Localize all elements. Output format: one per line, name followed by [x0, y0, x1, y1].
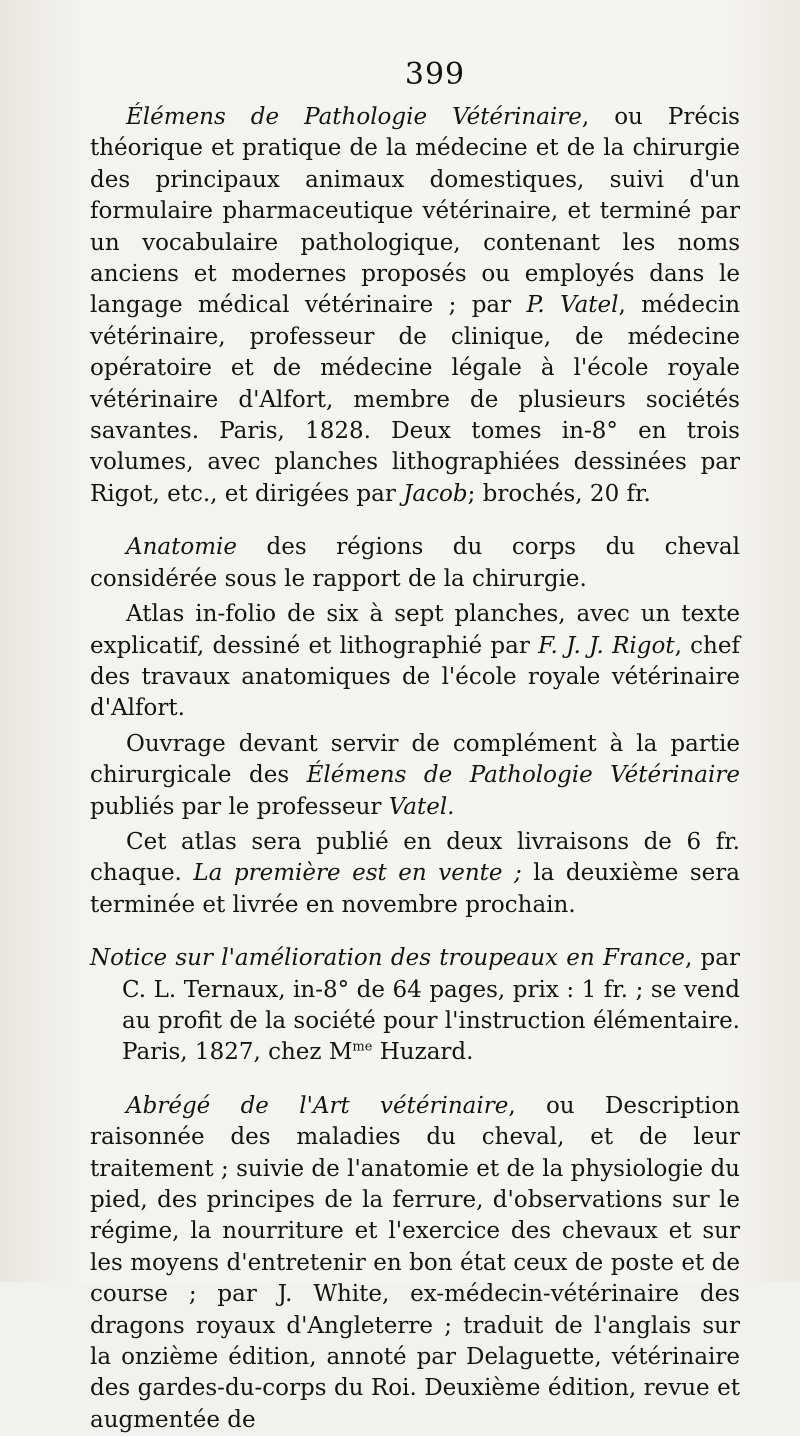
entry-notice-title: Notice sur l'amélioration des troupeaux en France: [90, 945, 685, 972]
entry-abrege-paragraph: [90, 1091, 740, 1436]
entry-anatomie-ouvrage-text3: .: [447, 793, 455, 820]
entry-elemens-text1: , ou Précis théorique et pratique de la médecine et de la chirurgie des principaux animaux domestiques, suivi d'un formulaire pharmaceutique vétérinaire, et terminé par un vocabulaire pathologique, contenant les noms anciens et modernes proposés ou employés dans le langage médical vétérinaire ; par: [90, 104, 740, 319]
entry-anatomie: [90, 532, 740, 921]
entry-anatomie-atlas-text: Atlas in-folio de six à sept planches, avec un texte explicatif, dessiné et lithographié par: [90, 601, 740, 659]
entry-anatomie-text1: des régions du corps du cheval considérée sous le rapport de la chirurgie.: [90, 534, 740, 592]
entry-anatomie-sale-text1: Cet atlas sera publié en deux livraisons de 6 fr. chaque.: [90, 828, 740, 887]
entry-anatomie-atlas: [90, 599, 740, 725]
entry-elemens: [90, 102, 740, 510]
entry-anatomie-atlas-text2: , chef des travaux anatomiques de l'école royale vétérinaire d'Alfort.: [90, 632, 740, 722]
entry-notice: [90, 943, 740, 1069]
entry-anatomie-ouvrage: [90, 729, 740, 823]
entry-anatomie-ouvrage-title: Élémens de Pathologie Vétérinaire: [306, 762, 740, 789]
entry-anatomie-heading: [90, 532, 740, 595]
entry-elemens-director: Jacob: [403, 480, 468, 507]
entry-anatomie-ouvrage-text1: Ouvrage devant servir de complément à la partie chirurgicale des: [90, 730, 740, 789]
entry-anatomie-ouvrage-author: Vatel: [388, 793, 448, 820]
entry-anatomie-sale-text2: la deuxième sera terminée et livrée en novembre prochain.: [90, 860, 740, 918]
page-number: 399: [404, 57, 466, 92]
entry-notice-text1: , par C. L. Ternaux, in-8° de 64 pages, prix : 1 fr. ; se vend au profit de la société pour l'instruction élémentaire. Paris, 1827, chez M: [122, 945, 740, 1066]
entry-anatomie-sale-italic: La première est en vente ;: [193, 860, 522, 887]
entry-anatomie-sale: [90, 827, 740, 921]
entry-abrege-text1: , ou Description raisonnée des maladies du cheval, et de leur traitement ; suivie de l'anatomie et de la physiologie du pied, des principes de la ferrure, d'observations sur le régime, la nourriture et l'exercice des chevaux et sur les moyens d'entretenir en bon état ceux de poste et de course ; par J. White, ex-médecin-vétérinaire des dragons royaux d'Angleterre ; traduit de l'anglais sur la onzième édition, annoté par Delaguette, vétérinaire des gardes-du-corps du Roi. Deuxième édition, revue et augmentée de: [90, 1092, 740, 1433]
entry-notice-sup: me: [352, 1039, 373, 1055]
entry-abrege-title: Abrégé de l'Art vétérinaire: [126, 1092, 509, 1119]
entry-abrege: [90, 1091, 740, 1436]
entry-notice-paragraph: [90, 943, 740, 1069]
entry-notice-text2: Huzard.: [372, 1039, 474, 1066]
entry-elemens-text2: , médecin vétérinaire, professeur de clinique, de médecine opératoire et de médecine légale à l'école royale vétérinaire d'Alfort, membre de plusieurs sociétés savantes. Paris, 1828. Deux tomes in-8° en trois volumes, avec planches lithographiées dessinées par Rigot, etc., et dirigées par: [90, 292, 741, 507]
entry-anatomie-title: Anatomie: [126, 534, 238, 561]
entry-anatomie-ouvrage-text2: publiés par le professeur: [90, 793, 389, 820]
entry-elemens-text3: ; brochés, 20 fr.: [467, 480, 651, 507]
entry-anatomie-rigot: F. J. J. Rigot: [538, 632, 675, 659]
entry-elemens-title: Élémens de Pathologie Vétérinaire: [126, 104, 582, 130]
entry-elemens-author: P. Vatel: [526, 292, 619, 319]
entry-elemens-paragraph: [90, 102, 740, 510]
